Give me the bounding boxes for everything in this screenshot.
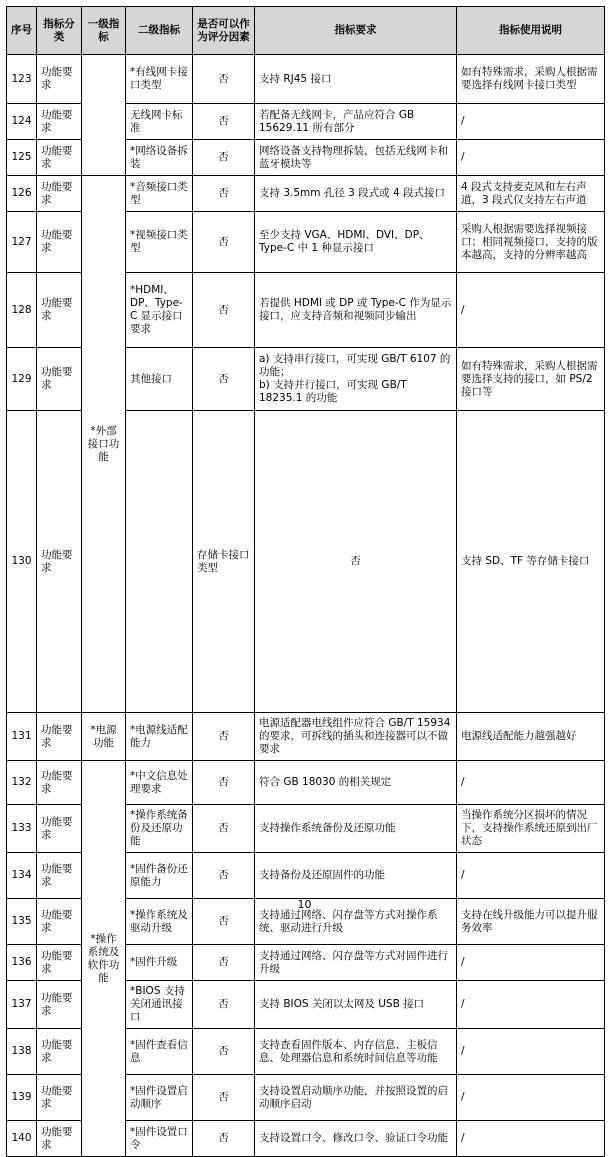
score-cell: 否 bbox=[193, 853, 255, 899]
score-cell: 否 bbox=[193, 140, 255, 176]
score-cell: 否 bbox=[193, 1029, 255, 1075]
row-number: 127 bbox=[7, 212, 37, 273]
score-cell: 否 bbox=[193, 1121, 255, 1157]
l1-external-interface: *外部接口功能 bbox=[82, 176, 126, 713]
row-number: 134 bbox=[7, 853, 37, 899]
l2-cell: *视频接口类型 bbox=[126, 212, 193, 273]
requirement-cell: 支持操作系统备份及还原功能 bbox=[255, 805, 457, 853]
header-cell: 二级指标 bbox=[126, 7, 193, 55]
l2-cell: *固件设置口令 bbox=[126, 1121, 193, 1157]
l2-cell: 存储卡接口类型 bbox=[193, 411, 255, 713]
requirement-item-a: a) 支持串行接口，可实现 GB/T 6107 的功能； bbox=[259, 353, 451, 378]
l2-cell: 其他接口 bbox=[126, 348, 193, 411]
category-cell: 功能要求 bbox=[37, 212, 82, 273]
note-cell: / bbox=[457, 761, 605, 805]
requirement-cell: 网络设备支持物理拆装，包括无线网卡和蓝牙模块等 bbox=[255, 140, 457, 176]
spec-table bbox=[6, 6, 605, 1157]
note-cell: / bbox=[457, 945, 605, 981]
header-cell: 指标要求 bbox=[255, 7, 457, 55]
l2-cell: *操作系统及驱动升级 bbox=[126, 899, 193, 945]
l2-cell: *电源线适配能力 bbox=[126, 713, 193, 761]
score-cell: 否 bbox=[193, 945, 255, 981]
score-cell: 否 bbox=[193, 104, 255, 140]
category-cell: 功能要求 bbox=[37, 140, 82, 176]
note-cell: / bbox=[457, 1029, 605, 1075]
row-number: 124 bbox=[7, 104, 37, 140]
requirement-cell: 支持查看固件版本、内存信息、主板信息、处理器信息和系统时间信息等功能 bbox=[255, 1029, 457, 1075]
row-number: 136 bbox=[7, 945, 37, 981]
l1-empty-cell bbox=[126, 411, 193, 713]
row-number: 126 bbox=[7, 176, 37, 212]
row-number: 130 bbox=[7, 411, 37, 713]
row-number: 125 bbox=[7, 140, 37, 176]
l2-cell: *固件备份还原能力 bbox=[126, 853, 193, 899]
note-cell: 如有特殊需求，采购人根据需要选择支持的接口，如 PS/2 接口等 bbox=[457, 348, 605, 411]
note-cell: 如有特殊需求，采购人根据需要选择有线网卡接口类型 bbox=[457, 55, 605, 104]
requirement-cell: 电源适配器电线组件应符合 GB/T 15934 的要求，可拆线的插头和连接器可以不做要求 bbox=[255, 713, 457, 761]
row-number: 138 bbox=[7, 1029, 37, 1075]
note-cell: 支持在线升级能力可以提升服务效率 bbox=[457, 899, 605, 945]
page-number: 10 bbox=[297, 898, 312, 911]
requirement-cell: 符合 GB 18030 的相关规定 bbox=[255, 761, 457, 805]
category-cell: 功能要求 bbox=[37, 273, 82, 348]
score-cell: 否 bbox=[193, 713, 255, 761]
note-cell: / bbox=[457, 981, 605, 1029]
requirement-cell: 支持备份及还原固件的功能 bbox=[255, 853, 457, 899]
l1-os-software: *操作系统及软件功能 bbox=[82, 761, 126, 1157]
note-cell: 采购人根据需要选择视频接口；相同视频接口，支持的版本越高，支持的分辨率越高 bbox=[457, 212, 605, 273]
note-cell: 当操作系统分区损坏的情况下，支持操作系统还原到出厂状态 bbox=[457, 805, 605, 853]
category-cell: 功能要求 bbox=[37, 945, 82, 981]
row-number: 137 bbox=[7, 981, 37, 1029]
note-cell: 4 段式支持麦克风和左右声道，3 段式仅支持左右声道 bbox=[457, 176, 605, 212]
l2-cell: 无线网卡标准 bbox=[126, 104, 193, 140]
category-cell: 功能要求 bbox=[37, 761, 82, 805]
note-cell: / bbox=[457, 853, 605, 899]
score-cell: 否 bbox=[193, 212, 255, 273]
score-cell: 否 bbox=[193, 761, 255, 805]
l2-cell: *固件设置启动顺序 bbox=[126, 1075, 193, 1121]
requirement-cell: 支持设置口令、修改口令、验证口令功能 bbox=[255, 1121, 457, 1157]
row-number: 123 bbox=[7, 55, 37, 104]
requirement-cell: 若提供 HDMI 或 DP 或 Type-C 作为显示接口，应支持音频和视频同步输出 bbox=[255, 273, 457, 348]
requirement-cell: 支持通过网络、闪存盘等方式对固件进行升级 bbox=[255, 945, 457, 981]
score-cell: 否 bbox=[193, 899, 255, 945]
score-cell: 否 bbox=[193, 348, 255, 411]
category-cell: 功能要求 bbox=[37, 805, 82, 853]
header-cell: 是否可以作为评分因素 bbox=[193, 7, 255, 55]
header-cell: 一级指标 bbox=[82, 7, 126, 55]
requirement-cell: 支持设置启动顺序功能，并按照设置的启动顺序启动 bbox=[255, 1075, 457, 1121]
score-cell: 否 bbox=[193, 273, 255, 348]
table-row bbox=[7, 176, 605, 212]
requirement-cell: 若配备无线网卡，产品应符合 GB 15629.11 所有部分 bbox=[255, 104, 457, 140]
note-cell: / bbox=[457, 140, 605, 176]
category-cell: 功能要求 bbox=[37, 411, 82, 713]
l2-cell: *音频接口类型 bbox=[126, 176, 193, 212]
table-row bbox=[7, 713, 605, 761]
header-cell: 指标使用说明 bbox=[457, 7, 605, 55]
requirement-cell: 支持 BIOS 关闭以太网及 USB 接口 bbox=[255, 981, 457, 1029]
requirement-cell: 支持 RJ45 接口 bbox=[255, 55, 457, 104]
note-cell: 电源线适配能力越强越好 bbox=[457, 713, 605, 761]
row-number: 132 bbox=[7, 761, 37, 805]
header-cell: 序号 bbox=[7, 7, 37, 55]
requirement-cell: 支持 3.5mm 孔径 3 段式或 4 段式接口 bbox=[255, 176, 457, 212]
row-number: 140 bbox=[7, 1121, 37, 1157]
l2-cell: *有线网卡接口类型 bbox=[126, 55, 193, 104]
requirement-cell: 至少支持 VGA、HDMI、DVI、DP、Type-C 中 1 种显示接口 bbox=[255, 212, 457, 273]
requirement-cell: 支持 SD、TF 等存储卡接口 bbox=[457, 411, 605, 713]
l2-cell: *操作系统备份及还原功能 bbox=[126, 805, 193, 853]
category-cell: 功能要求 bbox=[37, 1029, 82, 1075]
note-cell: / bbox=[457, 273, 605, 348]
requirement-item-b: b) 支持并行接口，可实现 GB/T 18235.1 的功能 bbox=[259, 379, 407, 404]
category-cell: 功能要求 bbox=[37, 104, 82, 140]
note-cell: / bbox=[457, 1121, 605, 1157]
row-number: 135 bbox=[7, 899, 37, 945]
l1-power: *电源功能 bbox=[82, 713, 126, 761]
category-cell: 功能要求 bbox=[37, 713, 82, 761]
note-cell: / bbox=[457, 104, 605, 140]
category-cell: 功能要求 bbox=[37, 176, 82, 212]
row-number: 133 bbox=[7, 805, 37, 853]
note-cell: / bbox=[457, 1075, 605, 1121]
l2-cell: *网络设备拆装 bbox=[126, 140, 193, 176]
table-header-row bbox=[7, 7, 605, 55]
requirement-cell: 支持通过网络、闪存盘等方式对操作系统、驱动进行升级 bbox=[255, 899, 457, 945]
score-cell: 否 bbox=[193, 805, 255, 853]
score-cell: 否 bbox=[193, 55, 255, 104]
l2-cell: *固件升级 bbox=[126, 945, 193, 981]
category-cell: 功能要求 bbox=[37, 1075, 82, 1121]
l1-empty-cell bbox=[82, 55, 126, 176]
row-number: 139 bbox=[7, 1075, 37, 1121]
category-cell: 功能要求 bbox=[37, 1121, 82, 1157]
l2-cell: *固件查看信息 bbox=[126, 1029, 193, 1075]
table-row bbox=[7, 761, 605, 805]
score-cell: 否 bbox=[255, 411, 457, 713]
category-cell: 功能要求 bbox=[37, 55, 82, 104]
header-cell: 指标分类 bbox=[37, 7, 82, 55]
l2-cell: *BIOS 支持关闭通讯接口 bbox=[126, 981, 193, 1029]
category-cell: 功能要求 bbox=[37, 899, 82, 945]
score-cell: 否 bbox=[193, 176, 255, 212]
category-cell: 功能要求 bbox=[37, 853, 82, 899]
requirement-cell bbox=[255, 348, 457, 411]
row-number: 129 bbox=[7, 348, 37, 411]
category-cell: 功能要求 bbox=[37, 348, 82, 411]
row-number: 131 bbox=[7, 713, 37, 761]
table-row bbox=[7, 55, 605, 104]
category-cell: 功能要求 bbox=[37, 981, 82, 1029]
score-cell: 否 bbox=[193, 981, 255, 1029]
row-number: 128 bbox=[7, 273, 37, 348]
l2-cell: *中文信息处理要求 bbox=[126, 761, 193, 805]
l2-cell: *HDMI、DP、Type-C 显示接口要求 bbox=[126, 273, 193, 348]
score-cell: 否 bbox=[193, 1075, 255, 1121]
